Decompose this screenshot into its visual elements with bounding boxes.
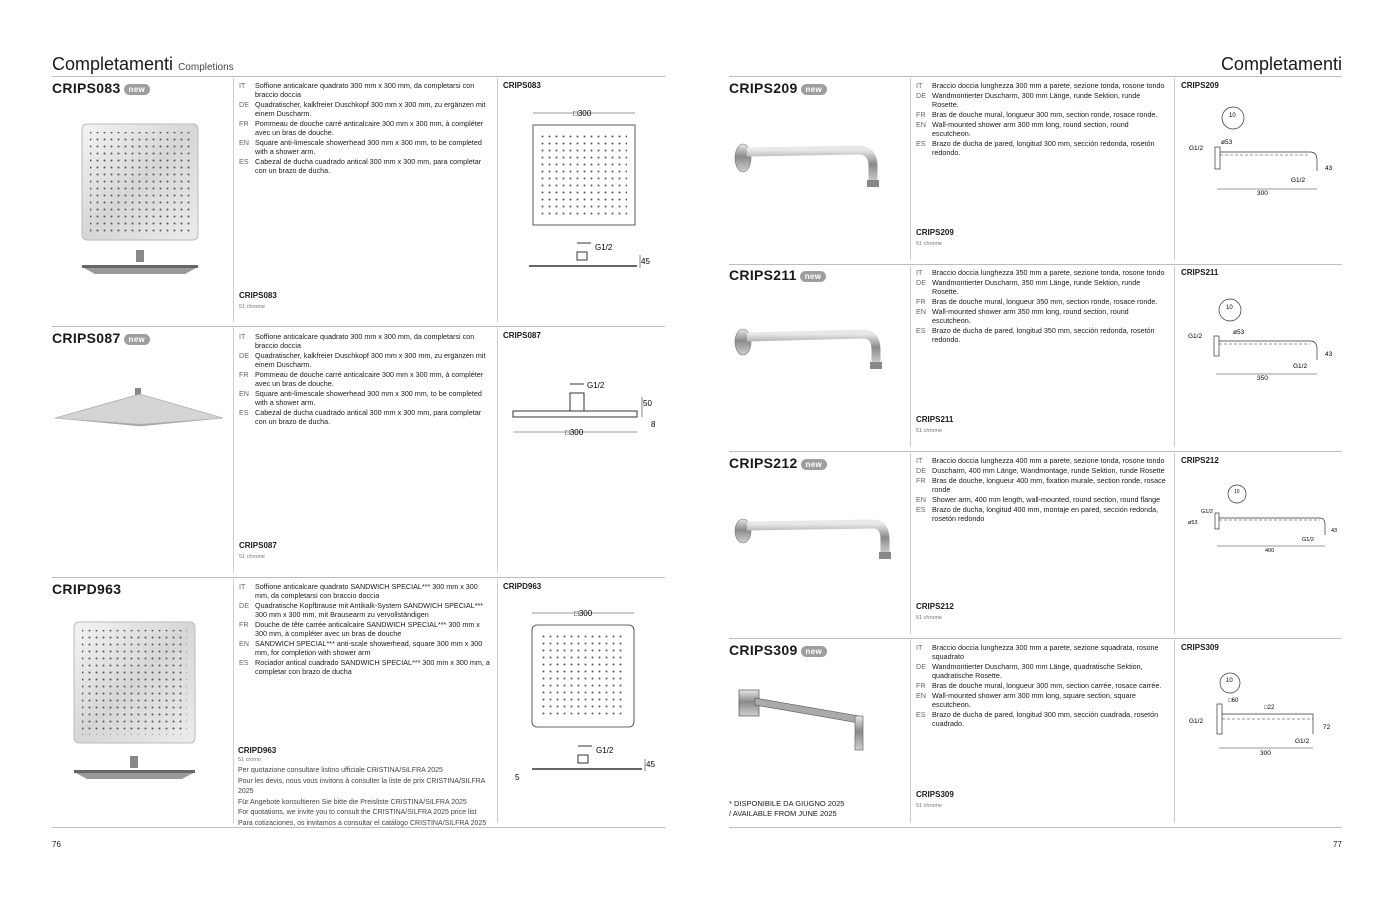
price-notes: Per quotazione consultare listino ufficiale CRISTINA/SILFRA 2025 Pour les devis, nous vous invitons à consulter la liste de prix CRISTINA/SILFRA 2025 Für Angebote konsultieren Sie bitte die Preisliste CRISTINA/SILFRA 2025 For quotations, we invite you to consult the CRISTINA/SILFRA 2025 price list Para cotizaciones, os invitamos a consultar el catálogo CRISTINA/SILFRA 2025 (238, 767, 487, 827)
divider (729, 76, 1342, 77)
column-divider (1174, 453, 1175, 634)
drawing-code: CRIPD963 (503, 582, 542, 591)
description-list: IT Soffione anticalcare quadrato SANDWICH SPECIAL*** 300 mm x 300 mm, da completarsi con braccio doccia DE Quadratische Kopfbrause mit Antikalk-System SANDWICH SPECIAL*** 300 mm x 300 mm, mit Brausearm zu vervollständigen FR Douche de tête carrée anticalcaire SANDWICH SPECIAL*** 300 mm x 300 mm, à compléter avec un bras de douche EN SANDWICH SPECIAL*** anti-scale showerhead, square 300 mm x 300 mm, for completion with shower arm ES Rociador antical cuadrado SANDWICH SPECIAL*** 300 mm x 300 mm, a completar con brazo de ducha (239, 582, 490, 676)
page-title-right: Completamenti (1220, 54, 1342, 74)
svg-text:□22: □22 (1264, 705, 1275, 711)
svg-text:400: 400 (1265, 548, 1275, 554)
svg-text:300: 300 (1257, 190, 1268, 197)
divider (729, 451, 1342, 452)
page-title: Completamenti (52, 54, 174, 74)
footer-code: CRIPS212 (916, 602, 954, 611)
column-divider (497, 78, 498, 322)
svg-text:G1/2: G1/2 (1188, 333, 1203, 340)
drawing-code: CRIPS083 (503, 81, 541, 90)
svg-text:ø53: ø53 (1221, 139, 1233, 146)
product-code: CRIPS309 new (729, 642, 827, 658)
footer-code: CRIPS083 (239, 291, 277, 300)
divider (729, 827, 1342, 828)
description-list: IT Braccio doccia lunghezza 400 mm a parete, sezione tonda, rosone tondo DE Duscharm, 400 mm Länge, Wandmontage, runde Sektion, runde Rosette FR Bras de douche, longueur 400 mm, fixation murale, section ronde, rosace ronde EN Shower arm, 400 mm length, wall-mounted, round section, round flange ES Brazo de ducha, longitud 400 mm, montaje en pared, sección redonda, rosetón redondo (916, 456, 1166, 523)
svg-text:G1/2: G1/2 (1189, 718, 1204, 725)
svg-text:□300: □300 (573, 109, 592, 118)
svg-text:10: 10 (1226, 305, 1233, 311)
svg-text:43: 43 (1331, 528, 1338, 534)
svg-text:G1/2: G1/2 (596, 746, 614, 755)
svg-text:10: 10 (1234, 489, 1240, 495)
footer-code: CRIPD963 (238, 746, 277, 755)
column-divider (910, 266, 911, 447)
footer-code: CRIPS309 (916, 790, 954, 799)
shower-arm-image (733, 142, 883, 192)
page-number: 76 (52, 840, 61, 849)
column-divider (1174, 640, 1175, 823)
finish-label: 51 chrome (239, 304, 265, 310)
svg-text:43: 43 (1325, 351, 1333, 358)
new-badge: new (801, 459, 827, 470)
column-divider (1174, 78, 1175, 260)
finish-label: 51 chrome (916, 428, 942, 434)
availability-note: * DISPONIBILE DA GIUGNO 2025 / AVAILABLE FROM JUNE 2025 (729, 799, 845, 818)
footer-code: CRIPS211 (916, 415, 954, 424)
column-divider (1174, 266, 1175, 447)
product-code: CRIPS211 new (729, 267, 826, 283)
svg-text:G1/2: G1/2 (1291, 177, 1306, 184)
description-list: IT Braccio doccia lunghezza 300 mm a parete, sezione tonda, rosone tondo DE Wandmontierter Duscharm, 300 mm Länge, runde Sektion, runde Rosette. FR Bras de douche mural, longueur 300 mm, section ronde, rosace ronde. EN Wall-mounted shower arm 300 mm long, round section, round escutcheon. ES Brazo de ducha de pared, longitud 300 mm, sección redonda, rosetón redondo. (916, 81, 1165, 157)
product-code: CRIPS209 new (729, 80, 827, 96)
technical-drawing (1185, 298, 1340, 383)
finish-label: 51 chrome (239, 554, 265, 560)
svg-text:50: 50 (643, 399, 652, 408)
new-badge: new (801, 646, 827, 657)
technical-drawing (1185, 672, 1340, 762)
new-badge: new (124, 334, 150, 345)
column-divider (497, 328, 498, 573)
drawing-code: CRIPS209 (1181, 81, 1219, 90)
drawing-code: CRIPS309 (1181, 643, 1219, 652)
new-badge: new (124, 84, 150, 95)
divider (52, 326, 665, 327)
description-list: IT Soffione anticalcare quadrato 300 mm x 300 mm, da completarsi con braccio doccia DE Quadratischer, kalkfreier Duschkopf 300 mm x 300 mm, zu ergänzen mit einem Duscharm. FR Pommeau de douche carré anticalcaire 300 mm x 300 mm, à compléter avec un bras de douche. EN Square anti-limescale showerhead 300 mm x 300 mm, to be completed with a shower arm. ES Cabezal de ducha cuadrado antical 300 mm x 300 mm, para completar con un brazo de ducha. (239, 332, 486, 426)
product-code: CRIPS212 new (729, 455, 827, 471)
svg-text:□300: □300 (565, 428, 584, 437)
square-shower-arm-image (737, 686, 877, 756)
svg-text:□300: □300 (574, 609, 593, 618)
finish-label: 51 chrome (916, 803, 942, 809)
svg-text:G1/2: G1/2 (1293, 363, 1308, 370)
drawing-code: CRIPS212 (1181, 456, 1219, 465)
svg-text:300: 300 (1260, 750, 1271, 757)
product-code: CRIPD963 (52, 581, 122, 597)
column-divider (910, 640, 911, 823)
description-list: IT Braccio doccia lunghezza 300 mm a parete, sezione squadrata, rosone squadrato DE Wandmontierter Duscharm, 300 mm Länge, quadratische Sektion, quadratische Rosette. FR Bras de douche mural, longueur 300 mm, section carrée, rosace carrée. EN Wall-mounted shower arm 300 mm long, square section, square escutcheon. ES Brazo de ducha de pared, longitud 300 mm, sección cuadrada, rosetón cuadrado. (916, 643, 1162, 728)
column-divider (497, 579, 498, 823)
page-subtitle: Completions (178, 62, 234, 73)
finish-label: 51 chrome (916, 241, 942, 247)
technical-drawing (510, 375, 660, 440)
description-list: IT Soffione anticalcare quadrato 300 mm x 300 mm, da completarsi con braccio doccia DE Quadratischer, kalkfreier Duschkopf 300 mm x 300 mm, zu ergänzen mit einem Duscharm. FR Pommeau de douche carré anticalcaire 300 mm x 300 mm, à compléter avec un bras de douche. EN Square anti-limescale showerhead 300 mm x 300 mm, to be completed with a shower arm. ES Cabezal de ducha cuadrado antical 300 mm x 300 mm, para completar con un brazo de ducha. (239, 81, 486, 175)
svg-text:G1/2: G1/2 (587, 381, 605, 390)
divider (729, 264, 1342, 265)
divider (52, 577, 665, 578)
column-divider (233, 78, 234, 322)
page-title-left (52, 54, 234, 75)
column-divider (910, 453, 911, 634)
svg-text:8: 8 (651, 420, 656, 429)
shower-arm-image (733, 328, 883, 373)
drawing-code: CRIPS211 (1181, 268, 1219, 277)
svg-text:72: 72 (1323, 724, 1331, 731)
svg-text:G1/2: G1/2 (1201, 509, 1213, 515)
new-badge: new (800, 271, 826, 282)
column-divider (910, 78, 911, 260)
svg-text:10: 10 (1226, 678, 1233, 684)
product-code: CRIPS083 new (52, 80, 150, 96)
column-divider (233, 328, 234, 573)
svg-text:10: 10 (1229, 113, 1236, 119)
new-badge: new (801, 84, 827, 95)
finish-label: 51 chrome (916, 615, 942, 621)
square-showerhead-image (72, 620, 197, 785)
description-list: IT Braccio doccia lunghezza 350 mm a parete, sezione tonda, rosone tondo DE Wandmontierter Duscharm, 350 mm Länge, runde Sektion, runde Rosette. FR Bras de douche mural, longueur 350 mm, section ronde, rosace ronde. EN Wall-mounted shower arm 350 mm long, round section, round escutcheon. ES Brazo de ducha de pared, longitud 350 mm, sección redonda, rosetón redondo. (916, 268, 1165, 344)
footer-code: CRIPS209 (916, 228, 954, 237)
svg-text:G1/2: G1/2 (595, 243, 613, 252)
page-number: 77 (1333, 840, 1342, 849)
finish-label: 51 cromo (238, 757, 261, 763)
drawing-code: CRIPS087 (503, 331, 541, 340)
divider (52, 76, 665, 77)
showerhead-side-image (55, 388, 225, 428)
square-showerhead-image (80, 122, 200, 282)
svg-text:5: 5 (515, 773, 520, 782)
svg-text:□60: □60 (1228, 698, 1239, 704)
footer-code: CRIPS087 (239, 541, 277, 550)
product-code: CRIPS087 new (52, 330, 150, 346)
shower-arm-image (733, 518, 893, 563)
technical-drawing (525, 105, 665, 280)
svg-text:45: 45 (646, 760, 655, 769)
svg-text:43: 43 (1325, 165, 1333, 172)
technical-drawing (1185, 105, 1340, 200)
technical-drawing (1185, 485, 1340, 560)
column-divider (233, 579, 234, 823)
svg-text:G1/2: G1/2 (1295, 738, 1310, 745)
svg-text:ø53: ø53 (1188, 520, 1198, 526)
svg-text:G1/2: G1/2 (1302, 537, 1314, 543)
svg-text:45: 45 (641, 257, 650, 266)
svg-text:G1/2: G1/2 (1189, 145, 1204, 152)
divider (729, 638, 1342, 639)
svg-text:ø53: ø53 (1233, 329, 1245, 336)
technical-drawing (512, 605, 662, 780)
svg-text:350: 350 (1257, 375, 1268, 382)
